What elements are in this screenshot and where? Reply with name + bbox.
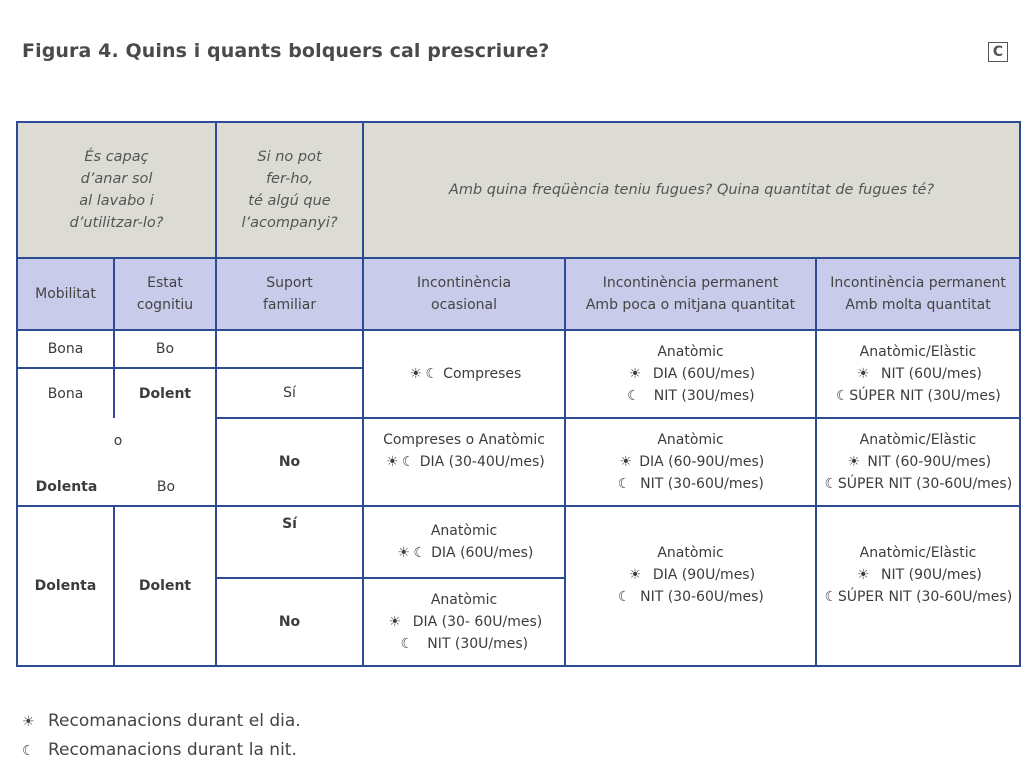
cell-a4-no: Anatòmic ☀ DIA (30- 60U/mes) ☾ NIT (30U/mes) bbox=[363, 578, 565, 666]
col-incontinencia-ocasional: Incontinència ocasional bbox=[363, 258, 565, 330]
legend bbox=[22, 707, 301, 765]
moon-icon: ☾ bbox=[400, 636, 414, 652]
connector-o: o bbox=[113, 433, 123, 449]
cell-estat: Bo bbox=[114, 330, 216, 368]
cell-suport: Sí bbox=[216, 506, 363, 578]
moon-icon: ☾ bbox=[413, 545, 426, 561]
cell-suport: No bbox=[216, 418, 363, 506]
cell-c4: Anatòmic/Elàstic ☀ NIT (90U/mes) ☾SÚPER NIT (30-60U/mes) bbox=[816, 506, 1020, 666]
cell-mobilitat: Bona bbox=[17, 330, 114, 368]
cell-estat: Dolent bbox=[114, 368, 216, 418]
question-row bbox=[17, 122, 1020, 258]
sun-icon: ☀ bbox=[619, 454, 633, 470]
sun-icon: ☀ bbox=[847, 454, 861, 470]
table-row bbox=[17, 506, 1020, 578]
col-mobilitat: Mobilitat bbox=[17, 258, 114, 330]
table-row bbox=[17, 330, 1020, 368]
cell-compreses: ☀ ☾ Compreses bbox=[363, 330, 565, 418]
legend-night: ☾ Recomanacions durant la nit. bbox=[22, 736, 301, 765]
moon-icon: ☾ bbox=[617, 589, 631, 605]
moon-icon: ☾ bbox=[22, 743, 35, 759]
cell-c3: Anatòmic/Elàstic ☀ NIT (60-90U/mes) ☾SÚPER NIT (30-60U/mes) bbox=[816, 418, 1020, 506]
cell-mobilitat: Dolenta bbox=[17, 506, 114, 666]
moon-icon: ☾ bbox=[824, 589, 838, 605]
moon-icon: ☾ bbox=[401, 454, 415, 470]
sun-icon: ☀ bbox=[388, 614, 402, 630]
prescription-table bbox=[16, 121, 1021, 667]
sun-icon: ☀ bbox=[22, 714, 35, 730]
moon-icon: ☾ bbox=[425, 366, 438, 382]
question-frequency: Amb quina freqüència teniu fugues? Quina quantitat de fugues té? bbox=[363, 122, 1020, 258]
cell-mobilitat-dolenta: Dolenta bbox=[35, 479, 98, 495]
sun-icon: ☀ bbox=[397, 545, 410, 561]
cell-a4-si: Anatòmic ☀ ☾ DIA (60U/mes) bbox=[363, 506, 565, 578]
sun-icon: ☀ bbox=[628, 366, 642, 382]
sun-icon: ☀ bbox=[385, 454, 399, 470]
sun-icon: ☀ bbox=[628, 567, 642, 583]
cell-mobilitat: Bona bbox=[17, 368, 114, 418]
sun-icon: ☀ bbox=[856, 366, 870, 382]
cell-b1: Anatòmic ☀ DIA (60U/mes) ☾ NIT (30U/mes) bbox=[565, 330, 816, 418]
question-companion: Si no pot fer-ho, té algú que l’acompanyi? bbox=[216, 122, 363, 258]
col-estat-cognitiu: Estat cognitiu bbox=[114, 258, 216, 330]
cell-c1: Anatòmic/Elàstic ☀ NIT (60U/mes) ☾SÚPER NIT (30U/mes) bbox=[816, 330, 1020, 418]
legend-day: ☀ Recomanacions durant el dia. bbox=[22, 707, 301, 736]
cell-estat: Dolent bbox=[114, 506, 216, 666]
cell-a3: Compreses o Anatòmic ☀ ☾ DIA (30-40U/mes) bbox=[363, 418, 565, 506]
table-row bbox=[17, 418, 1020, 506]
figure-title: Figura 4. Quins i quants bolquers cal prescriure? bbox=[22, 40, 550, 62]
col-incontinencia-poca: Incontinència permanent Amb poca o mitjana quantitat bbox=[565, 258, 816, 330]
cell-suport: Sí bbox=[216, 368, 363, 418]
cell-suport-empty bbox=[216, 330, 363, 368]
chapter-badge: C bbox=[988, 42, 1008, 62]
column-header-row bbox=[17, 258, 1020, 330]
sun-icon: ☀ bbox=[856, 567, 870, 583]
cell-b4: Anatòmic ☀ DIA (90U/mes) ☾ NIT (30-60U/mes) bbox=[565, 506, 816, 666]
col-incontinencia-molta: Incontinència permanent Amb molta quantitat bbox=[816, 258, 1020, 330]
cell-estat-bo: Bo bbox=[156, 479, 176, 495]
moon-icon: ☾ bbox=[617, 476, 631, 492]
cell-b3: Anatòmic ☀ DIA (60-90U/mes) ☾ NIT (30-60U/mes) bbox=[565, 418, 816, 506]
cell-suport: No bbox=[216, 578, 363, 666]
moon-icon: ☾ bbox=[627, 388, 640, 404]
question-toilet: És capaç d’anar sol al lavabo i d’utilitzar-lo? bbox=[17, 122, 216, 258]
moon-icon: ☾ bbox=[836, 388, 849, 404]
col-suport-familiar: Suport familiar bbox=[216, 258, 363, 330]
sun-icon: ☀ bbox=[409, 366, 422, 382]
cell-bona-o-dolenta bbox=[17, 418, 216, 506]
moon-icon: ☾ bbox=[824, 476, 838, 492]
